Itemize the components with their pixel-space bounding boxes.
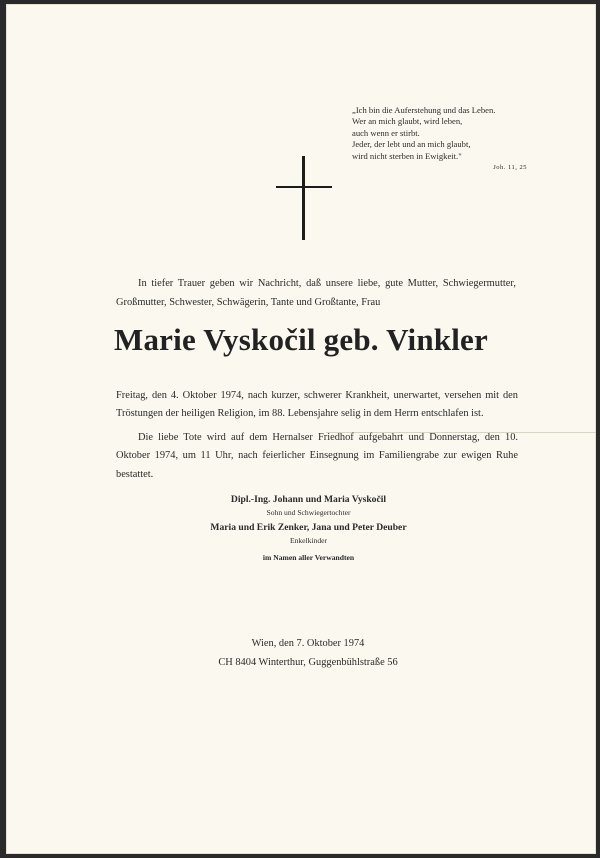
on-behalf-note: im Namen aller Verwandten [262, 553, 355, 562]
funeral-details-paragraph: Die liebe Tote wird auf dem Hernalser Friedhof aufgebahrt und Donnerstag, den 10. Oktober 1974, um 11 Uhr, nach feierlicher Einsegnung im Familiengrabe zur ewigen Ruhe bestattet. [116, 432, 518, 480]
bible-quote [352, 105, 527, 173]
quote-line: Wer an mich glaubt, wird leben, [352, 116, 463, 127]
intro-text: In tiefer Trauer geben wir Nachricht, daß unsere liebe, gute Mutter, Schwiegermutter, Großmutter, Schwester, Schwägerin, Tante und Großtante, Frau [116, 278, 516, 308]
quote-line: auch wenn er stirbt. [352, 127, 420, 138]
quote-line: „Ich bin die Auferstehung und das Leben. [352, 105, 496, 115]
quote-line: Jeder, der lebt und an mich glaubt, [352, 139, 471, 150]
cross-vertical-bar [302, 156, 305, 240]
signer-names: Dipl.-Ing. Johann und Maria Vyskočil [230, 494, 387, 505]
signer-relation: Enkelkinder [289, 536, 328, 545]
address: CH 8404 Winterthur, Guggenbühlstraße 56 [218, 657, 398, 668]
death-announcement-paragraph: Freitag, den 4. Oktober 1974, nach kurzer, schwerer Krankheit, unerwartet, versehen mit den Tröstungen der heiligen Religion, im 88. Lebensjahre selig in dem Herrn entschlafen ist. [116, 390, 518, 420]
signer-names: Maria und Erik Zenker, Jana und Peter Deuber [210, 522, 407, 533]
quote-source: Joh. 11, 25 [493, 164, 527, 172]
place-date: Wien, den 7. Oktober 1974 [251, 638, 365, 649]
obituary-sheet [6, 4, 596, 854]
deceased-name: Marie Vyskočil geb. Vinkler [114, 322, 488, 357]
signers-block [156, 493, 461, 563]
cross-horizontal-bar [276, 186, 332, 188]
quote-line: wird nicht sterben in Ewigkeit." [352, 150, 462, 161]
footer [6, 634, 600, 672]
cross-icon [276, 156, 332, 240]
signer-relation: Sohn und Schwiegertochter [266, 508, 351, 517]
